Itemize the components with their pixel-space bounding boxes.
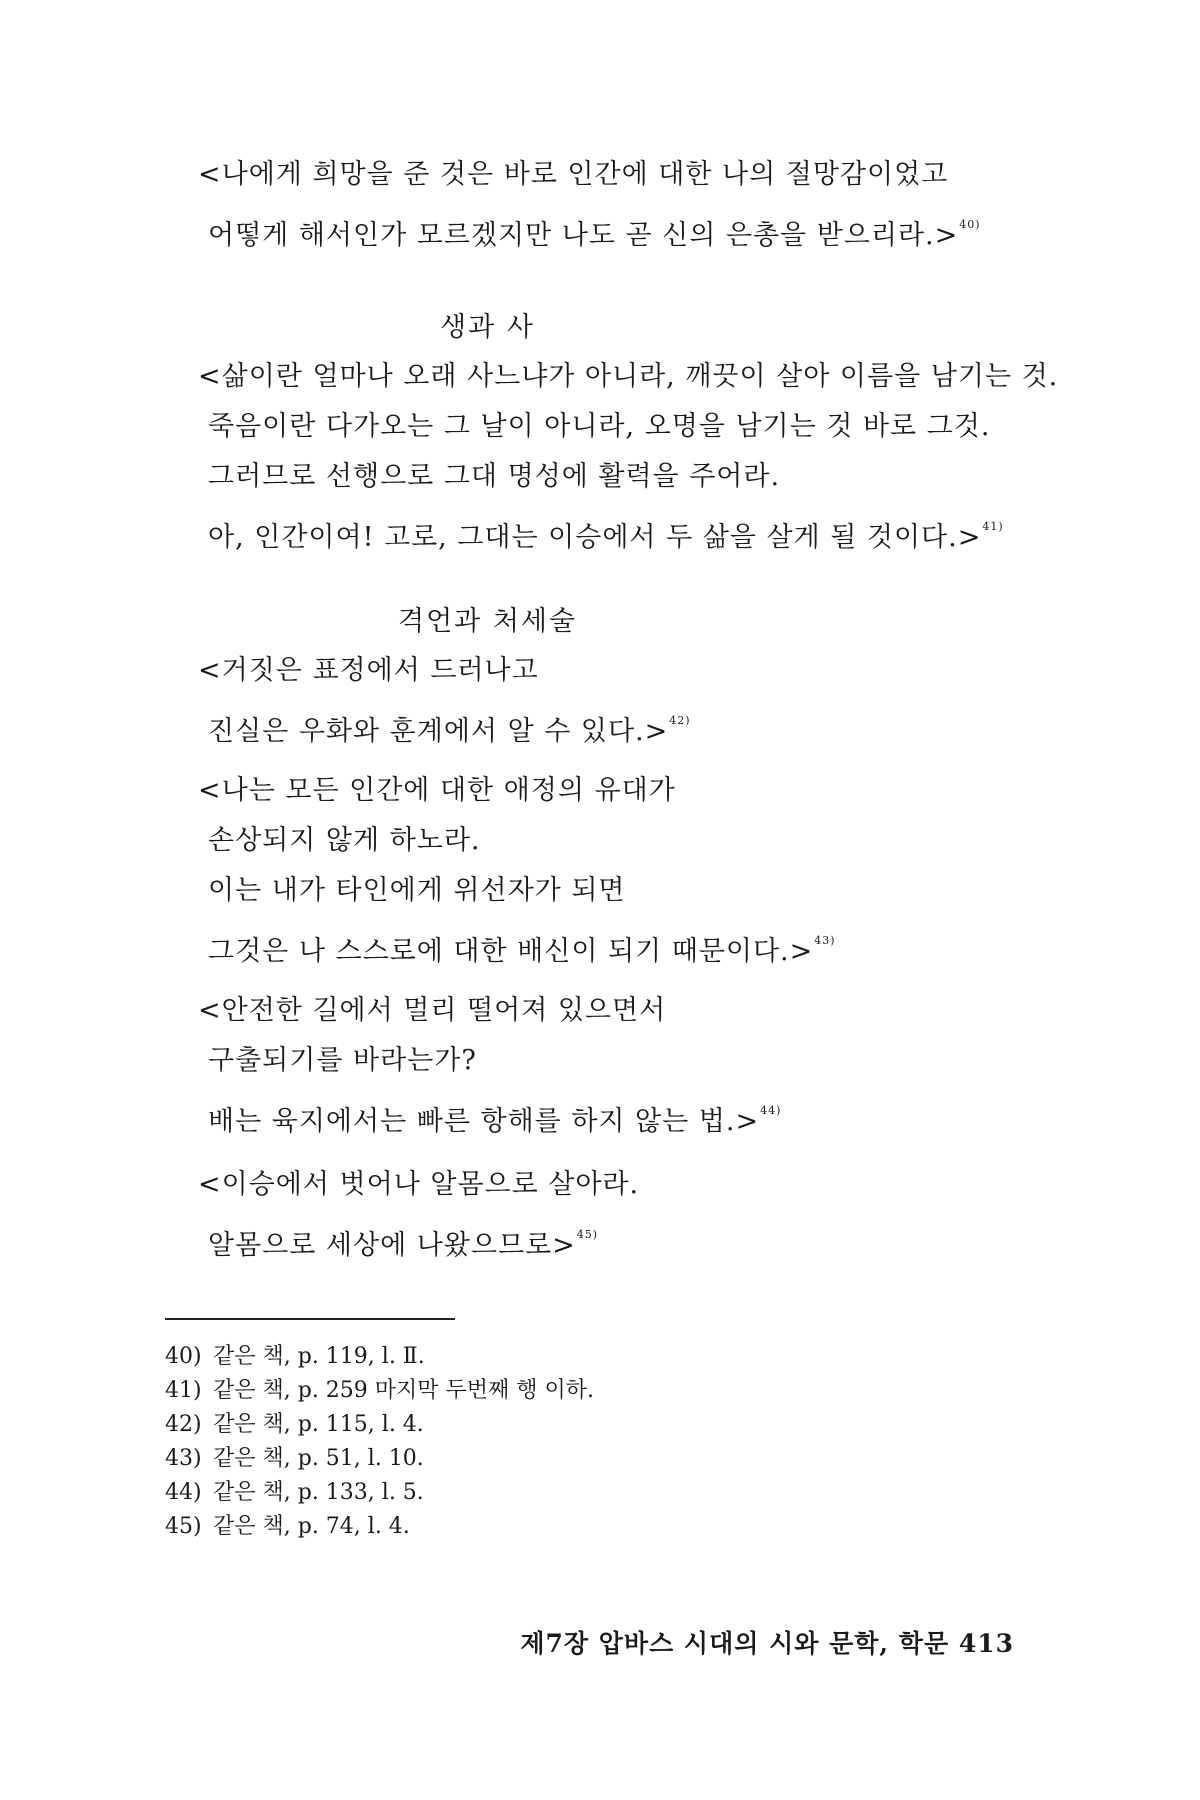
verse-line: <나에게 희망을 준 것은 바로 인간에 대한 나의 절망감이었고 — [198, 159, 949, 190]
section-heading-maxims: 격언과 처세술 — [398, 606, 578, 637]
footnote — [165, 1442, 594, 1476]
verse-line: <거짓은 표정에서 드러나고 — [198, 655, 539, 686]
verse-line: 이는 내가 타인에게 위선자가 되면 — [208, 875, 626, 906]
quote-lies-truth — [198, 646, 691, 757]
footnote-ref: 45) — [576, 1228, 599, 1241]
quote-naked — [198, 1160, 639, 1271]
footnote-text: 같은 책, p. 115, l. 4. — [213, 1412, 424, 1437]
footnote-number: 41) — [165, 1378, 202, 1403]
verse-line: <이승에서 벗어나 알몸으로 살아라. — [198, 1169, 640, 1200]
footnote-number: 40) — [165, 1344, 202, 1369]
section-heading-life-death: 생과 사 — [440, 312, 535, 343]
verse-line — [198, 1086, 781, 1147]
verse-text: 그것은 나 스스로에 대한 배신이 되기 때문이다.> — [208, 936, 814, 967]
footnote-text: 같은 책, p. 259 마지막 두번째 행 이하. — [213, 1378, 595, 1403]
poem-stanza-life-death — [198, 352, 1058, 563]
verse-text: 진실은 우화와 훈계에서 알 수 있다.> — [208, 716, 669, 747]
footnote — [165, 1374, 594, 1408]
footnote-ref: 42) — [669, 714, 691, 727]
verse-line — [198, 696, 691, 757]
footnote-number: 42) — [165, 1412, 202, 1437]
footnote-number: 44) — [165, 1480, 202, 1505]
chapter-title: 제7장 압바스 시대의 시와 문학, 학문 — [520, 1629, 950, 1658]
quote-affection — [198, 766, 836, 977]
quote-safe-road — [198, 986, 781, 1147]
verse-line — [198, 502, 1058, 563]
verse-line: <안전한 길에서 멀리 떨어져 있으면서 — [198, 995, 667, 1026]
verse-line — [198, 916, 836, 977]
footnote-ref: 43) — [814, 934, 836, 947]
footnote — [165, 1476, 594, 1510]
verse-text: 배는 육지에서는 빠른 항해를 하지 않는 법.> — [208, 1106, 760, 1137]
footnote-separator — [165, 1318, 455, 1320]
verse-line: <나는 모든 인간에 대한 애정의 유대가 — [198, 775, 676, 806]
verse-line: 구출되기를 바라는가? — [208, 1045, 477, 1076]
verse-line: 죽음이란 다가오는 그 날이 아니라, 오명을 남기는 것 바로 그것. — [208, 411, 991, 442]
footnote — [165, 1408, 594, 1442]
footnote-text: 같은 책, p. 119, l. Ⅱ. — [213, 1344, 425, 1369]
verse-line: 손상되지 않게 하노라. — [208, 825, 481, 856]
running-footer — [520, 1624, 1014, 1660]
footnotes — [165, 1340, 594, 1544]
footnote-number: 43) — [165, 1446, 202, 1471]
verse-line: <삶이란 얼마나 오래 사느냐가 아니라, 깨끗이 살아 이름을 남기는 것. — [198, 361, 1059, 392]
footnote — [165, 1510, 594, 1544]
verse-text: 알몸으로 세상에 나왔으므로> — [208, 1230, 576, 1261]
verse-line — [198, 200, 981, 261]
footnote — [165, 1340, 594, 1374]
footnote-text: 같은 책, p. 133, l. 5. — [213, 1480, 424, 1505]
verse-text: 아, 인간이여! 고로, 그대는 이승에서 두 삶을 살게 될 것이다.> — [208, 522, 982, 553]
footnote-ref: 41) — [982, 520, 1004, 533]
verse-text: 어떻게 해서인가 모르겠지만 나도 곧 신의 은총을 받으리라.> — [208, 220, 959, 251]
footnote-number: 45) — [165, 1514, 202, 1539]
verse-line: 그러므로 선행으로 그대 명성에 활력을 주어라. — [208, 461, 781, 492]
footnote-ref: 44) — [760, 1104, 782, 1117]
poem-stanza-hope — [198, 150, 981, 261]
verse-line — [198, 1210, 639, 1271]
footnote-ref: 40) — [959, 218, 981, 231]
footnote-text: 같은 책, p. 74, l. 4. — [213, 1514, 410, 1539]
page-number: 413 — [958, 1629, 1014, 1658]
footnote-text: 같은 책, p. 51, l. 10. — [213, 1446, 424, 1471]
